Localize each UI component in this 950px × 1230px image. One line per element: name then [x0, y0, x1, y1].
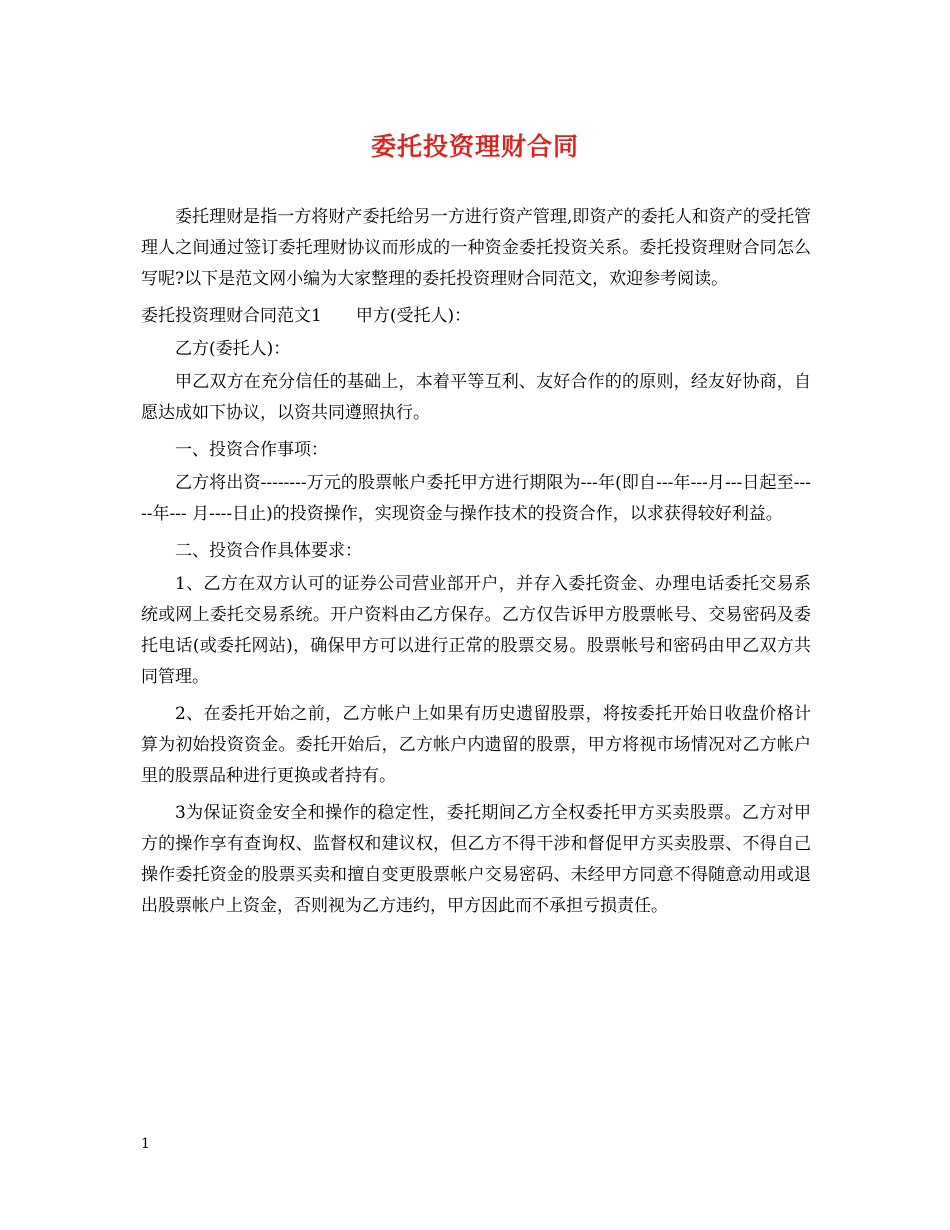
- clause-2: 2、在委托开始之前，乙方帐户上如果有历史遗留股票，将按委托开始日收盘价格计算为初始投资资金。委托开始后，乙方帐户内遗留的股票，甲方将视市场情况对乙方帐户里的股票品种进行更换或者持有。: [141, 704, 811, 786]
- intro-paragraph: 委托理财是指一方将财产委托给另一方进行资产管理,即资产的委托人和资产的受托管理人之间通过签订委托理财协议而形成的一种资金委托投资关系。委托投资理财合同怎么写呢?以下是范文网小编为大家整理的委托投资理财合同范文，欢迎参考阅读。: [141, 207, 811, 289]
- page-number: 1: [141, 1136, 150, 1152]
- section1-paragraph: 乙方将出资--------万元的股票帐户委托甲方进行期限为---年(即自---年---月---日起至-----年--- 月----日止)的投资操作，实现资金与操作技术的投资合作，以求获得较好利益。: [141, 473, 811, 524]
- sample-heading: 委托投资理财合同范文1: [141, 306, 322, 326]
- party-a-label: 甲方(受托人)：: [355, 306, 472, 326]
- party-b-label: 乙方(委托人)：: [175, 339, 291, 359]
- section2-heading: 二、投资合作具体要求：: [175, 541, 362, 561]
- sample-heading-line: [141, 301, 811, 332]
- document-body: [141, 202, 811, 928]
- section1-heading: 一、投资合作事项：: [175, 440, 328, 460]
- clause-3: 3为保证资金安全和操作的稳定性，委托期间乙方全权委托甲方买卖股票。乙方对甲方的操作享有查询权、监督权和建议权，但乙方不得干涉和督促甲方买卖股票、不得自己操作委托资金的股票买卖和擅自变更股票帐户交易密码、未经甲方同意不得随意动用或退出股票帐户上资金，否则视为乙方违约，甲方因此而不承担亏损责任。: [141, 803, 811, 916]
- clause-1: 1、乙方在双方认可的证券公司营业部开户，并存入委托资金、办理电话委托交易系统或网上委托交易系统。开户资料由乙方保存。乙方仅告诉甲方股票帐号、交易密码及委托电话(或委托网站)，确保甲方可以进行正常的股票交易。股票帐号和密码由甲乙双方共同管理。: [141, 574, 811, 687]
- preamble-paragraph: 甲乙双方在充分信任的基础上，本着平等互利、友好合作的的原则，经友好协商，自愿达成如下协议，以资共同遵照执行。: [141, 372, 811, 423]
- document-title: 委托投资理财合同: [370, 132, 579, 161]
